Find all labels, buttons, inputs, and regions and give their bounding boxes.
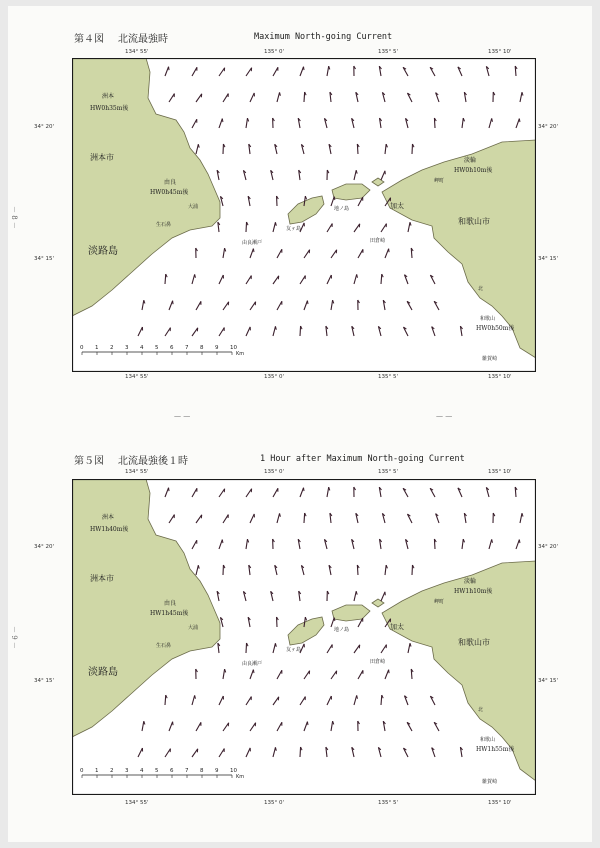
- scale-tick-label: 3: [125, 768, 129, 774]
- figure-title-jp: 北流最強後１時: [118, 456, 188, 467]
- lon-bottom-3: 135° 5': [378, 374, 399, 380]
- lon-top-3: 135° 5': [378, 469, 399, 475]
- scale-tick-label: 8: [200, 768, 204, 774]
- separator-right: — —: [436, 412, 453, 420]
- label-tomogashima: 友ヶ島: [286, 647, 302, 653]
- label-ikuishi: 生石鼻: [156, 643, 172, 649]
- figure-title-en: 1 Hour after Maximum North-going Current: [260, 454, 465, 464]
- current-arrow-head: [334, 197, 335, 200]
- current-arrow: [165, 695, 166, 705]
- current-arrow: [300, 326, 301, 336]
- label-misaki: 岬町: [434, 178, 445, 184]
- label-sumoto: 洲本: [102, 514, 115, 521]
- lon-top-1: 134° 55': [125, 49, 149, 55]
- scale-unit: Km: [236, 351, 245, 357]
- lat-left-2: 34° 15': [34, 678, 55, 684]
- current-arrow-head: [519, 119, 520, 122]
- lon-bottom-1: 134° 55': [125, 800, 149, 806]
- label-sumoto-hw: HW0h35m後: [90, 105, 129, 112]
- figure-number: 第４図: [74, 34, 104, 45]
- current-arrow: [300, 747, 301, 757]
- lon-bottom-4: 135° 10': [488, 800, 512, 806]
- lon-top-2: 135° 0': [264, 469, 285, 475]
- lon-top-2: 135° 0': [264, 49, 285, 55]
- label-kitano: 北: [478, 707, 484, 713]
- current-map-fig5: [72, 479, 536, 795]
- figure-number: 第５図: [74, 456, 104, 467]
- scale-tick-label: 10: [230, 345, 237, 351]
- label-sumoto-city: 洲本市: [90, 574, 114, 583]
- scale-tick-label: 5: [155, 345, 159, 351]
- lat-right-1: 34° 20': [538, 124, 559, 130]
- current-arrow: [304, 513, 305, 523]
- label-tamura: 田倉崎: [370, 659, 386, 665]
- current-arrow-head: [222, 540, 223, 543]
- label-sumoto: 洲本: [102, 93, 115, 100]
- label-sumoto-hw: HW1h40m後: [90, 526, 129, 533]
- scale-tick-label: 1: [95, 345, 99, 351]
- label-yura: 由良: [164, 179, 177, 186]
- label-shiohama: 雑賀崎: [482, 356, 498, 362]
- label-tanowa-hw: HW1h10m後: [454, 588, 493, 595]
- current-arrow-head: [253, 249, 254, 252]
- page-number-top: － 8 －: [10, 206, 18, 229]
- scale-tick-label: 0: [80, 345, 84, 351]
- label-wakayama-city: 和歌山市: [458, 638, 490, 647]
- lat-right-2: 34° 15': [538, 678, 559, 684]
- lat-left-2: 34° 15': [34, 256, 55, 262]
- lon-top-1: 134° 55': [125, 469, 149, 475]
- scale-tick-label: 7: [185, 768, 189, 774]
- current-arrow-head: [253, 670, 254, 673]
- scale-tick-label: 9: [215, 345, 219, 351]
- scale-tick-label: 6: [170, 768, 174, 774]
- lon-bottom-4: 135° 10': [488, 374, 512, 380]
- lat-left-1: 34° 20': [34, 124, 55, 130]
- label-shiohama: 雑賀崎: [482, 779, 498, 785]
- scale-tick-label: 4: [140, 768, 144, 774]
- label-tanowa-hw: HW0h10m後: [454, 167, 493, 174]
- figure-title-jp: 北流最強時: [118, 34, 168, 45]
- label-wakayama-port: 和歌山: [480, 316, 496, 322]
- scale-tick-label: 9: [215, 768, 219, 774]
- lon-top-4: 135° 10': [488, 49, 512, 55]
- label-wakayama-port: 和歌山: [480, 737, 496, 743]
- scale-tick-label: 3: [125, 345, 129, 351]
- label-kata: 加太: [390, 202, 404, 210]
- label-wakayama-hw: HW0h50m後: [476, 325, 515, 332]
- scale-tick-label: 1: [95, 768, 99, 774]
- scale-tick-label: 10: [230, 768, 237, 774]
- scale-tick-label: 6: [170, 345, 174, 351]
- scale-tick-label: 2: [110, 345, 114, 351]
- label-awaji: 淡路島: [88, 667, 118, 678]
- label-tamura: 田倉崎: [370, 238, 386, 244]
- current-arrow-head: [519, 540, 520, 543]
- lat-right-1: 34° 20': [538, 544, 559, 550]
- label-wakayama-hw: HW1h55m後: [476, 746, 515, 753]
- current-arrow: [381, 274, 382, 284]
- current-arrow-head: [307, 722, 308, 725]
- lon-bottom-2: 135° 0': [264, 374, 285, 380]
- lat-right-2: 34° 15': [538, 256, 559, 262]
- label-tanowa: 淡輪: [464, 578, 477, 585]
- label-oura: 大浦: [188, 625, 199, 631]
- label-ikuishi: 生石鼻: [156, 222, 172, 228]
- label-kitano: 北: [478, 286, 484, 292]
- lat-left-1: 34° 20': [34, 544, 55, 550]
- lon-bottom-2: 135° 0': [264, 800, 285, 806]
- current-arrow: [381, 695, 382, 705]
- current-map-fig4: [72, 58, 536, 372]
- label-yura-seto: 由良瀬戸: [242, 661, 263, 667]
- label-yura-seto: 由良瀬戸: [242, 240, 263, 246]
- label-yura-hw: HW1h45m後: [150, 610, 189, 617]
- label-jinoshima: 地ノ島: [334, 627, 350, 633]
- label-wakayama-city: 和歌山市: [458, 217, 490, 226]
- scale-tick-label: 2: [110, 768, 114, 774]
- scale-unit: Km: [236, 774, 245, 780]
- label-kata: 加太: [390, 623, 404, 631]
- label-yura: 由良: [164, 600, 177, 607]
- label-tanowa: 淡輪: [464, 157, 477, 164]
- scale-tick-label: 8: [200, 345, 204, 351]
- label-oura: 大浦: [188, 204, 199, 210]
- label-misaki: 岬町: [434, 599, 445, 605]
- page-number-bottom: － 9 －: [10, 626, 18, 649]
- current-arrow-head: [307, 301, 308, 304]
- scale-tick-label: 5: [155, 768, 159, 774]
- figure-title-en: Maximum North-going Current: [254, 32, 393, 42]
- label-sumoto-city: 洲本市: [90, 153, 114, 162]
- label-yura-hw: HW0h45m後: [150, 189, 189, 196]
- current-arrow: [165, 274, 166, 284]
- scale-tick-label: 4: [140, 345, 144, 351]
- lon-top-4: 135° 10': [488, 469, 512, 475]
- page: [8, 6, 592, 842]
- label-awaji: 淡路島: [88, 246, 118, 257]
- current-arrow-head: [334, 618, 335, 621]
- label-tomogashima: 友ヶ島: [286, 226, 302, 232]
- lon-bottom-1: 134° 55': [125, 374, 149, 380]
- scale-tick-label: 7: [185, 345, 189, 351]
- lon-bottom-3: 135° 5': [378, 800, 399, 806]
- scale-tick-label: 0: [80, 768, 84, 774]
- current-arrow: [304, 92, 305, 102]
- current-arrow: [246, 643, 247, 653]
- label-jinoshima: 地ノ島: [334, 206, 350, 212]
- separator-left: — —: [174, 412, 191, 420]
- current-arrow-head: [222, 119, 223, 122]
- current-arrow: [246, 222, 247, 232]
- lon-top-3: 135° 5': [378, 49, 399, 55]
